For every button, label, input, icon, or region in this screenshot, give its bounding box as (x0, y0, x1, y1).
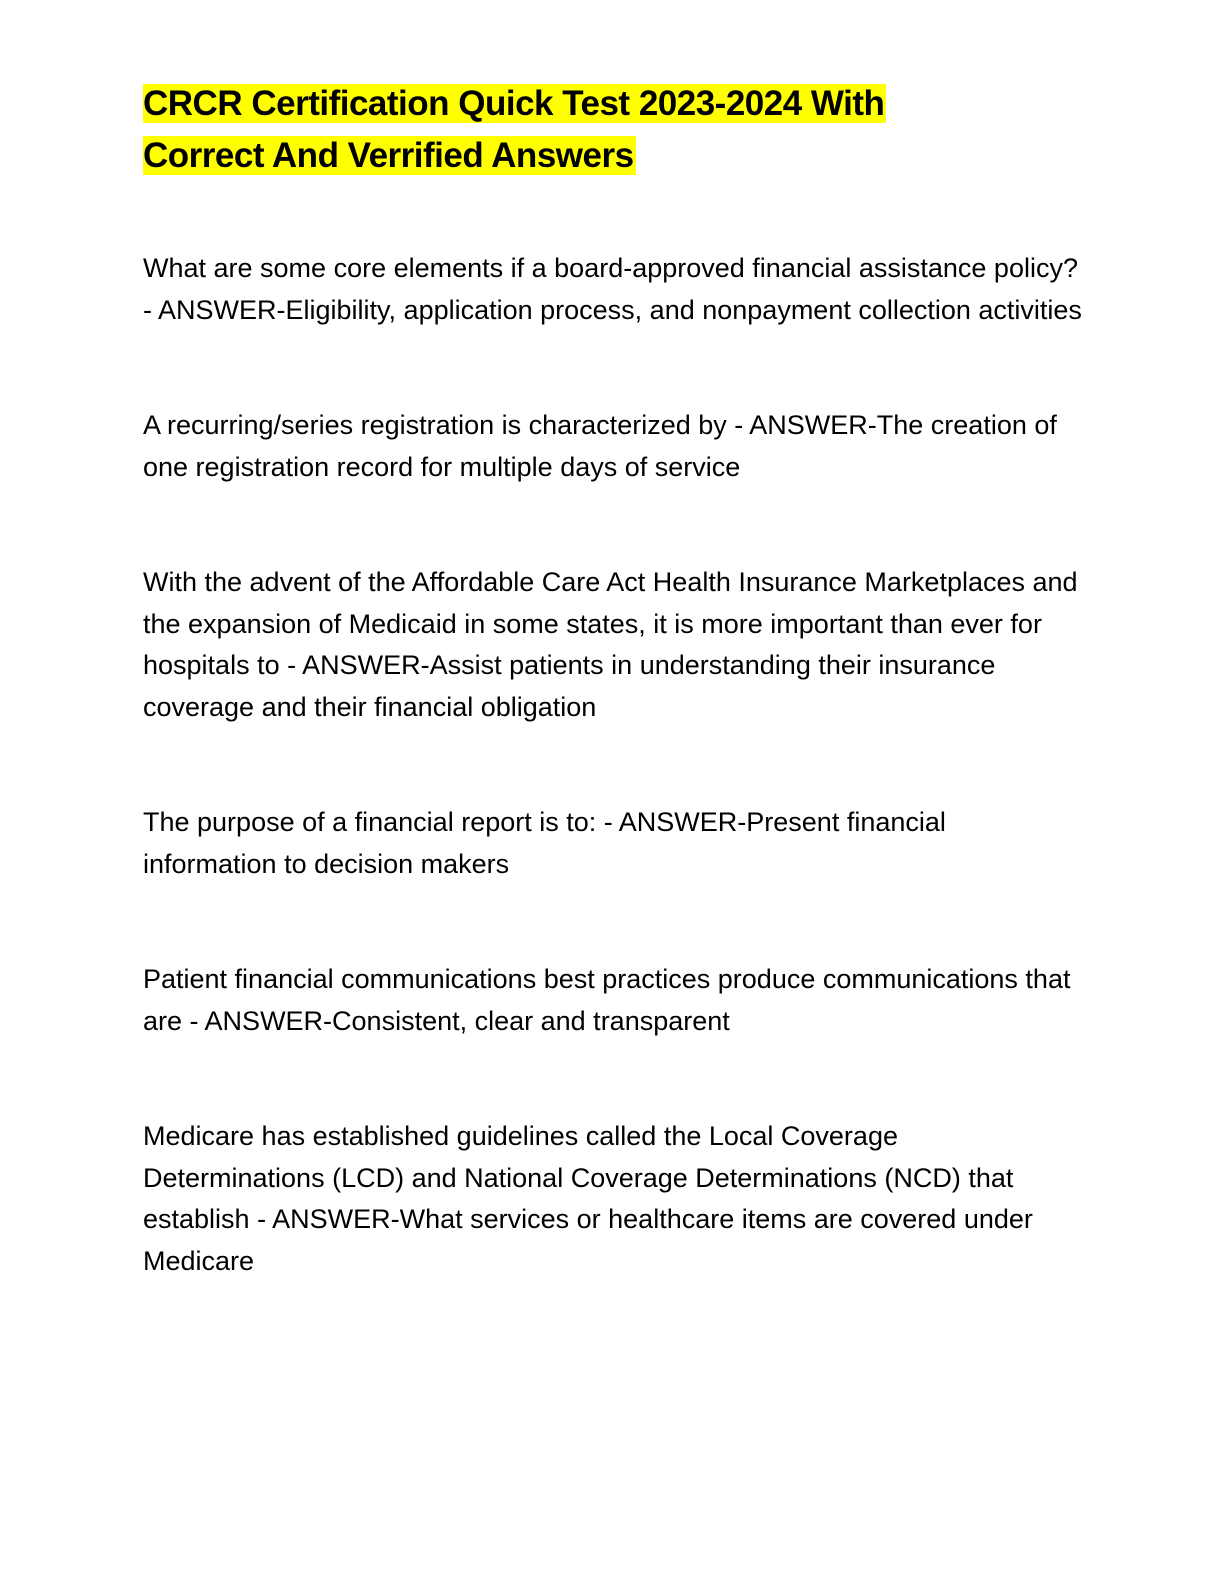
question-text: Patient financial communications best practices produce communications that are (143, 964, 1071, 1036)
qa-separator: - (249, 1204, 273, 1234)
qa-separator: - (182, 1005, 205, 1036)
question-text: A recurring/series registration is characterized by (143, 410, 727, 440)
qa-separator: - (143, 294, 159, 325)
qa-item (143, 802, 1083, 885)
qa-item (143, 562, 1083, 728)
answer-text: ANSWER-Assist patients in understanding their insurance coverage and their financial obligation (143, 650, 996, 722)
question-text: What are some core elements if a board-approved financial assistance policy? (143, 253, 1078, 283)
document-content (143, 78, 1083, 1356)
qa-list (143, 248, 1083, 1282)
title-line-1: CRCR Certification Quick Test 2023-2024 With (143, 84, 885, 123)
question-text: Medicare has established guidelines called the Local Coverage Determinations (LCD) and National Coverage Determinations (NCD) that establish (143, 1121, 1014, 1234)
qa-item (143, 248, 1083, 331)
answer-text: ANSWER-Present financial information to decision makers (143, 807, 946, 879)
answer-text: ANSWER-Eligibility, application process, and nonpayment collection activities (158, 294, 1082, 325)
qa-separator: - (596, 807, 619, 837)
qa-item (143, 1116, 1083, 1282)
qa-item (143, 959, 1083, 1042)
question-text: The purpose of a financial report is to: (143, 807, 597, 837)
qa-separator: - (726, 410, 750, 440)
document-title (143, 78, 1083, 182)
title-line-2: Correct And Verrified Answers (143, 136, 634, 175)
answer-text: ANSWER-What services or healthcare items are covered under Medicare (143, 1204, 1033, 1276)
answer-text: ANSWER-Consistent, clear and transparent (204, 1005, 730, 1036)
answer-text: ANSWER-The creation of one registration record for multiple days of service (143, 410, 1057, 482)
question-text: With the advent of the Affordable Care Act Health Insurance Marketplaces and the expansion of Medicaid in some states, it is more important than ever for hospitals to (143, 567, 1078, 680)
qa-separator: - (279, 650, 303, 680)
qa-item (143, 405, 1083, 488)
